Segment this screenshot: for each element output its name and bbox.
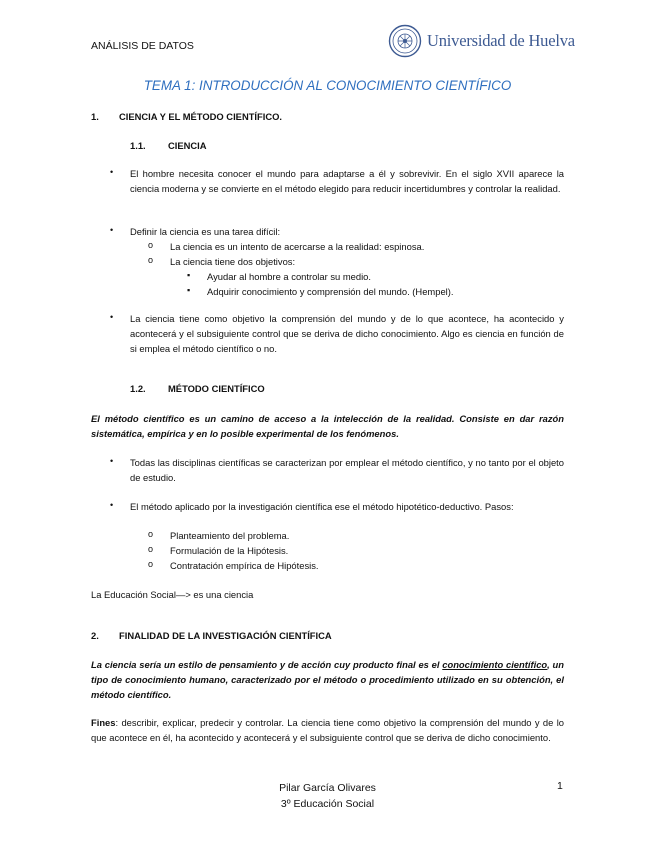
finalidad-definition-part-2: , un tipo de conocimiento humano, caracterizado por el método o procedimiento utilizado en su obtención, el método científico. bbox=[91, 659, 564, 700]
bullet-icon: • bbox=[110, 500, 114, 510]
fines-label: Fines bbox=[91, 717, 116, 728]
circle-bullet-icon: o bbox=[148, 255, 154, 265]
objetivo-1: Ayudar al hombre a controlar su medio. bbox=[207, 271, 371, 282]
ciencia-bullet-3: La ciencia tiene como objetivo la comprensión del mundo y de lo que acontece, ha acontecido y acontecerá y el subsiguiente control que se deriva de dicho conocimiento. Algo es ciencia en función de si emplea el método científico o no. bbox=[130, 313, 564, 354]
metodo-bullet-2: El método aplicado por la investigación científica ese el método hipotético-deductivo. Pasos: bbox=[130, 501, 514, 512]
section-1-number: 1. bbox=[91, 111, 99, 122]
header-course: ANÁLISIS DE DATOS bbox=[91, 40, 194, 52]
university-name: Universidad de Huelva bbox=[427, 31, 575, 50]
circle-bullet-icon: o bbox=[148, 559, 154, 569]
bullet-icon: • bbox=[110, 456, 114, 466]
ciencia-sub-item-1: La ciencia es un intento de acercarse a la realidad: espinosa. bbox=[170, 241, 425, 252]
section-1-heading bbox=[91, 111, 282, 122]
subsection-1-2-title: MÉTODO CIENTÍFICO bbox=[168, 383, 265, 394]
subsection-1-1-number: 1.1. bbox=[130, 140, 146, 151]
university-seal-icon bbox=[388, 24, 422, 58]
footer-course: 3º Educación Social bbox=[280, 798, 375, 810]
subsection-1-2-heading bbox=[130, 383, 265, 394]
fines-paragraph bbox=[91, 715, 564, 745]
metodo-bullet-1: Todas las disciplinas científicas se caracterizan por emplear el método científico, y no tanto por el objeto de estudio. bbox=[130, 457, 564, 483]
ciencia-bullet-1: El hombre necesita conocer el mundo para adaptarse a él y sobrevivir. En el siglo XVII aparece la ciencia moderna y se convierte en el método elegido para reducir incertidumbres y controlar la realidad. bbox=[130, 168, 564, 194]
paso-1: Planteamiento del problema. bbox=[170, 530, 290, 541]
finalidad-definition bbox=[91, 657, 564, 702]
page-number: 1 bbox=[557, 780, 563, 792]
objetivo-2: Adquirir conocimiento y comprensión del mundo. (Hempel). bbox=[207, 286, 454, 297]
subsection-1-2-number: 1.2. bbox=[130, 383, 146, 394]
section-2-heading bbox=[91, 630, 332, 641]
conocimiento-cientifico-term: conocimiento científico bbox=[442, 659, 548, 670]
bullet-icon: • bbox=[110, 312, 114, 322]
paso-3: Contratación empírica de Hipótesis. bbox=[170, 560, 319, 571]
finalidad-definition-part-1: La ciencia sería un estilo de pensamiento y de acción cuy producto final es el bbox=[91, 659, 443, 670]
section-2-number: 2. bbox=[91, 630, 99, 641]
metodo-definition: El método científico es un camino de acceso a la intelección de la realidad. Consiste en dar razón sistemática, empírica y en lo posible experimental de los fenómenos. bbox=[91, 413, 564, 439]
section-2-title: FINALIDAD DE LA INVESTIGACIÓN CIENTÍFICA bbox=[119, 630, 332, 641]
fines-text: : describir, explicar, predecir y controlar. La ciencia tiene como objetivo la comprensión del mundo y de lo que acontece en él, ha acontecido y acontecerá y el subsiguiente control que se deriva de dicho conocimiento. bbox=[91, 717, 564, 743]
subsection-1-1-title: CIENCIA bbox=[168, 140, 207, 151]
paso-2: Formulación de la Hipótesis. bbox=[170, 545, 289, 556]
footer-author: Pilar García Olivares bbox=[279, 782, 376, 794]
section-1-title: CIENCIA Y EL MÉTODO CIENTÍFICO. bbox=[119, 111, 283, 122]
square-bullet-icon: ▪ bbox=[187, 285, 191, 295]
educacion-social-note: La Educación Social—> es una ciencia bbox=[91, 589, 254, 600]
bullet-icon: • bbox=[110, 167, 114, 177]
circle-bullet-icon: o bbox=[148, 544, 154, 554]
square-bullet-icon: ▪ bbox=[187, 270, 191, 280]
ciencia-sub-item-2: La ciencia tiene dos objetivos: bbox=[170, 256, 296, 267]
circle-bullet-icon: o bbox=[148, 529, 154, 539]
page-title: TEMA 1: INTRODUCCIÓN AL CONOCIMIENTO CIENTÍFICO bbox=[143, 78, 512, 93]
subsection-1-1-heading bbox=[130, 140, 207, 151]
university-logo bbox=[388, 24, 575, 58]
ciencia-bullet-2: Definir la ciencia es una tarea difícil: bbox=[130, 226, 281, 237]
bullet-icon: • bbox=[110, 225, 114, 235]
circle-bullet-icon: o bbox=[148, 240, 154, 250]
